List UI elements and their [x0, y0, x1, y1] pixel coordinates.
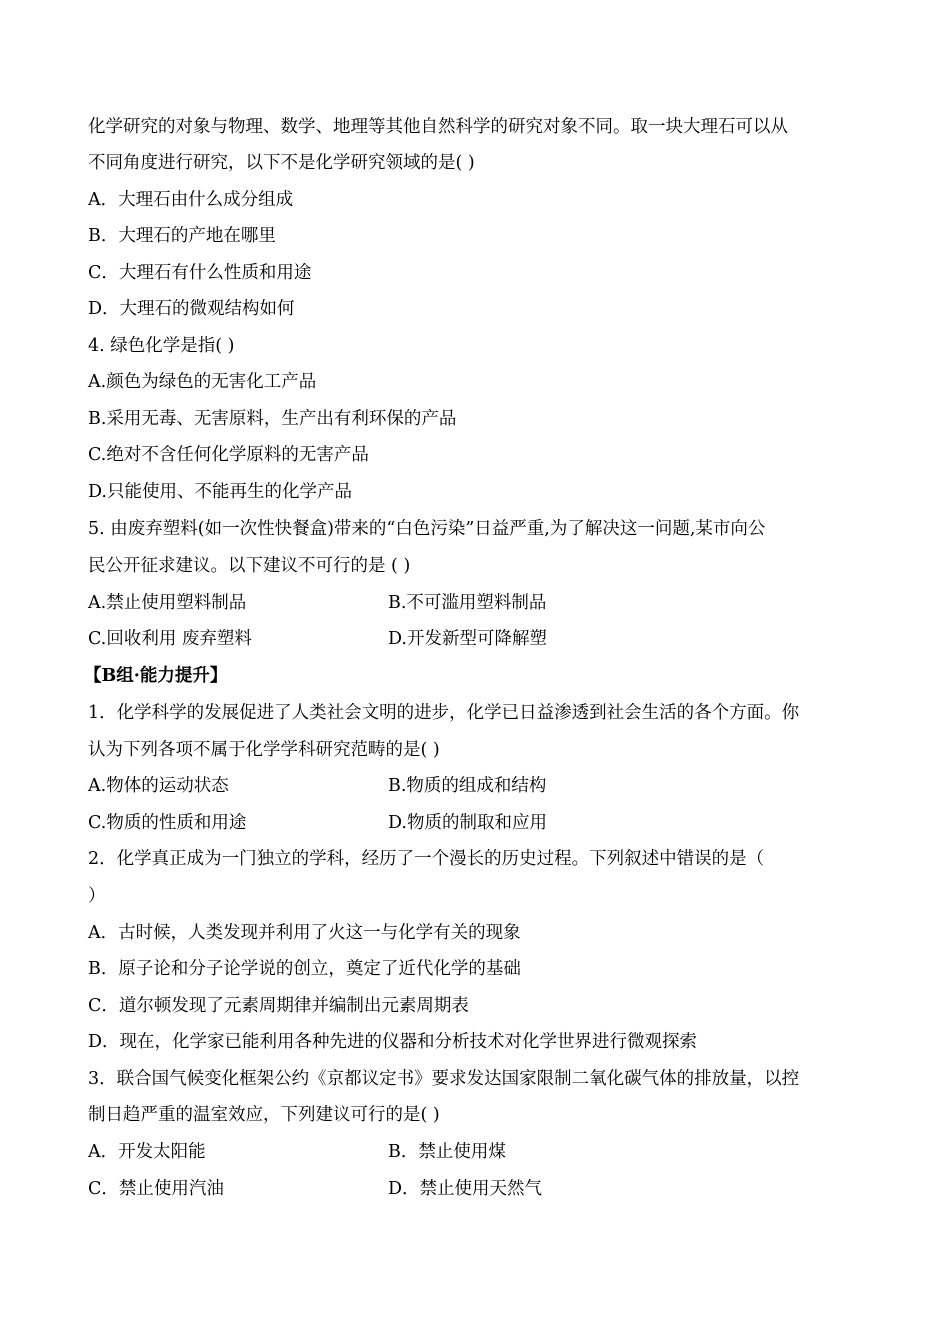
question-stem: 化学研究的对象与物理、数学、地理等其他自然科学的研究对象不同。取一块大理石可以从 [88, 117, 788, 137]
option-a: A．大理石由什么成分组成 [88, 190, 294, 210]
option-b: B．原子论和分子论学说的创立，奠定了近代化学的基础 [88, 959, 521, 979]
section-heading: 【B组·能力提升】 [84, 666, 228, 686]
option-d: D．大理石的微观结构如何 [88, 299, 295, 319]
option-d: D．禁止使用天然气 [388, 1179, 543, 1199]
option-c: C.回收利用 废弃塑料 [88, 629, 252, 649]
option-c: C．禁止使用汽油 [88, 1179, 224, 1199]
option-a: A.颜色为绿色的无害化工产品 [88, 372, 317, 392]
option-d: D.开发新型可降解塑 [388, 629, 547, 649]
option-a: A.禁止使用塑料制品 [88, 593, 247, 613]
option-a: A.物体的运动状态 [88, 776, 229, 796]
option-c: C．道尔顿发现了元素周期律并编制出元素周期表 [88, 996, 469, 1016]
question-4-stem: 4. 绿色化学是指( ) [88, 336, 235, 356]
option-b: B．大理石的产地在哪里 [88, 226, 276, 246]
option-c: C.物质的性质和用途 [88, 813, 247, 833]
option-d: D.物质的制取和应用 [388, 813, 547, 833]
question-b3-stem: 制日趋严重的温室效应，下列建议可行的是( ) [88, 1105, 440, 1125]
question-b2-stem: ） [88, 886, 106, 906]
option-b: B.物质的组成和结构 [388, 776, 547, 796]
option-a: A．古时候，人类发现并利用了火这一与化学有关的现象 [88, 923, 521, 943]
question-stem: 不同角度进行研究，以下不是化学研究领域的是( ) [88, 153, 475, 173]
option-d: D.只能使用、不能再生的化学产品 [88, 482, 352, 502]
option-d: D．现在，化学家已能利用各种先进的仪器和分析技术对化学世界进行微观探索 [88, 1032, 698, 1052]
option-a: A．开发太阳能 [88, 1142, 206, 1162]
question-5-stem: 5. 由废弃塑料(如一次性快餐盒)带来的“白色污染”日益严重,为了解决这一问题,某市向公 [88, 519, 766, 539]
question-b2-stem: 2．化学真正成为一门独立的学科，经历了一个漫长的历史过程。下列叙述中错误的是（ [88, 849, 765, 869]
option-c: C.绝对不含任何化学原料的无害产品 [88, 445, 369, 465]
option-b: B．禁止使用煤 [388, 1142, 506, 1162]
option-b: B.采用无毒、无害原料，生产出有利环保的产品 [88, 409, 457, 429]
option-b: B.不可滥用塑料制品 [388, 593, 547, 613]
option-c: C．大理石有什么性质和用途 [88, 263, 312, 283]
question-b3-stem: 3．联合国气候变化框架公约《京都议定书》要求发达国家限制二氧化碳气体的排放量，以控 [88, 1069, 800, 1089]
question-5-stem: 民公开征求建议。以下建议不可行的是 ( ) [88, 556, 411, 576]
question-b1-stem: 1．化学科学的发展促进了人类社会文明的进步，化学已日益渗透到社会生活的各个方面。你 [88, 703, 800, 723]
question-b1-stem: 认为下列各项不属于化学学科研究范畴的是( ) [88, 740, 440, 760]
